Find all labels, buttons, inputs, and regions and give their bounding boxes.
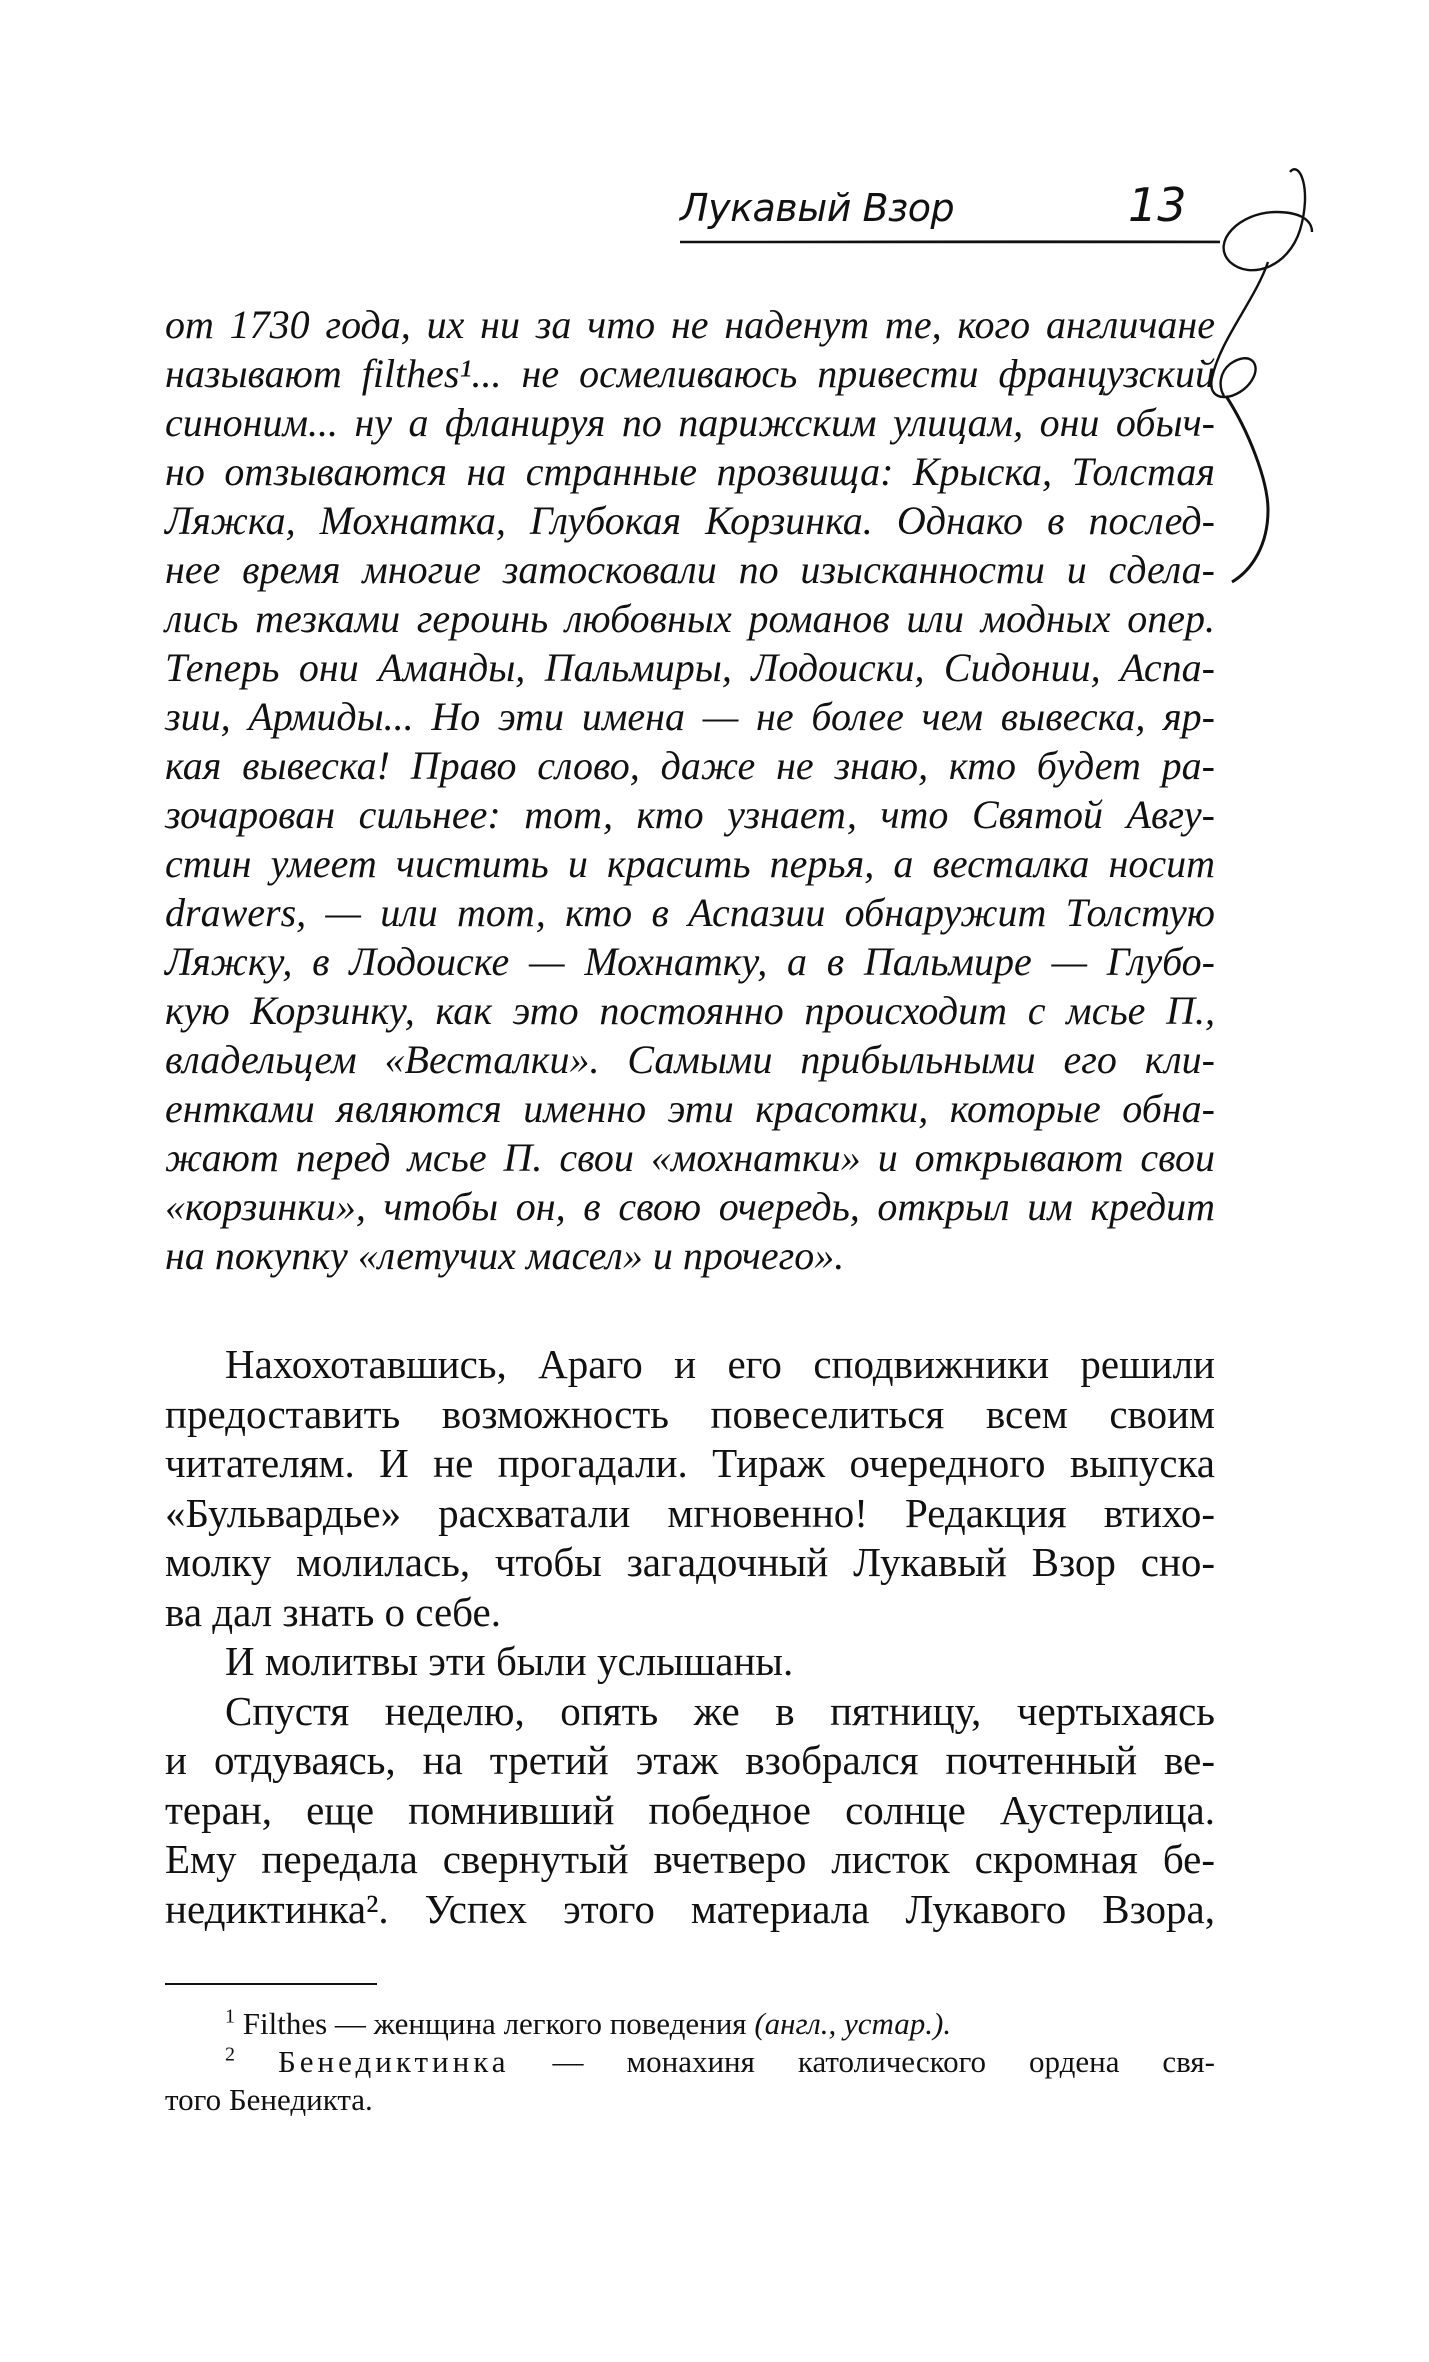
quote-line: ентками являются именно эти красотки, которые обна-: [165, 1086, 1215, 1131]
quote-line: на покупку «летучих масел» и прочего».: [165, 1233, 845, 1278]
quote-line: нее время многие затосковали по изысканности и сдела-: [165, 547, 1215, 592]
body-line: ва дал знать о себе.: [165, 1588, 501, 1635]
quote-line: лись тезками героинь любовных романов или модных опер.: [165, 596, 1215, 641]
body-line: молку молилась, чтобы загадочный Лукавый Взор сно-: [165, 1539, 1215, 1585]
body-line: Спустя неделю, опять же в пятницу, чертыхаясь: [225, 1687, 1215, 1734]
quoted-passage: [165, 300, 1215, 1280]
quote-line: «корзинки», чтобы он, в свою очередь, открыл им кредит: [165, 1184, 1215, 1229]
quote-line: называют filthes¹... не осмеливаюсь привести французский: [165, 351, 1215, 396]
quote-line: владельцем «Весталки». Самыми прибыльными его кли-: [165, 1037, 1215, 1082]
footnote-mark: 1: [225, 2005, 235, 2028]
running-title: Лукавый Взор: [680, 186, 955, 230]
body-line: предоставить возможность повеселиться всем своим: [165, 1390, 1215, 1437]
quote-line: Теперь они Аманды, Пальмиры, Лодоиски, Сидонии, Аспа-: [165, 645, 1215, 690]
quote-line: Ляжка, Мохнатка, Глубокая Корзинка. Однако в послед-: [165, 498, 1215, 543]
footnotes: [165, 2005, 1215, 2119]
footnote-2-continuation: того Бенедикта.: [165, 2082, 373, 2117]
quote-line: зии, Армиды... Но эти имена — не более чем вывеска, яр-: [165, 694, 1215, 739]
body-line: Ему передала свернутый вчетверо листок скромная бе-: [165, 1836, 1215, 1882]
quote-line: стин умеет чистить и красить перья, а весталка носит: [165, 841, 1215, 886]
footnote-term: Бенедиктинка: [277, 2044, 510, 2079]
footnote-text: — монахиня католического ордена свя-: [509, 2044, 1215, 2079]
quote-line: drawers, — или тот, кто в Аспазии обнаружит Толстую: [165, 890, 1215, 935]
quote-line: но отзываются на странные прозвища: Крыска, Толстая: [165, 449, 1215, 494]
footnote-2: [165, 2043, 1215, 2081]
running-header: [600, 178, 1240, 248]
quote-line: жают перед мсье П. свои «мохнатки» и открывают свои: [165, 1135, 1215, 1180]
quote-line: от 1730 года, их ни за что не наденут те, кого англичане: [165, 302, 1215, 347]
body-line: читателям. И не прогадали. Тираж очередного выпуска: [165, 1440, 1215, 1486]
quote-line: кую Корзинку, как это постоянно происходит с мсье П.,: [165, 988, 1215, 1033]
footnote-note: (англ., устар.).: [754, 2006, 952, 2041]
body-line: недиктинка². Успех этого материала Лукавого Взора,: [165, 1885, 1215, 1932]
footnote-mark: 2: [225, 2043, 235, 2066]
footnote-text: Filthes — женщина легкого поведения: [242, 2006, 747, 2041]
quote-line: зочарован сильнее: тот, кто узнает, что Святой Авгу-: [165, 792, 1215, 837]
footnote-1: [165, 2005, 1215, 2043]
quote-line: кая вывеска! Право слово, даже не знаю, кто будет ра-: [165, 743, 1215, 788]
body-text: [165, 1340, 1215, 1934]
body-line: Нахохотавшись, Араго и его сподвижники решили: [225, 1341, 1215, 1387]
quote-line: синоним... ну а фланируя по парижским улицам, они обыч-: [165, 400, 1215, 445]
footnote-divider: [165, 1983, 377, 1985]
body-line: и отдуваясь, на третий этаж взобрался почтенный ве-: [165, 1737, 1215, 1783]
body-line: теран, еще помнивший победное солнце Аустерлица.: [165, 1786, 1215, 1833]
quote-line: Ляжку, в Лодоиске — Мохнатку, а в Пальмире — Глубо-: [165, 939, 1215, 984]
body-line: И молитвы эти были услышаны.: [225, 1638, 794, 1684]
body-line: «Бульвардье» расхватали мгновенно! Редакция втихо-: [165, 1489, 1215, 1536]
page-number: 13: [1128, 178, 1187, 232]
